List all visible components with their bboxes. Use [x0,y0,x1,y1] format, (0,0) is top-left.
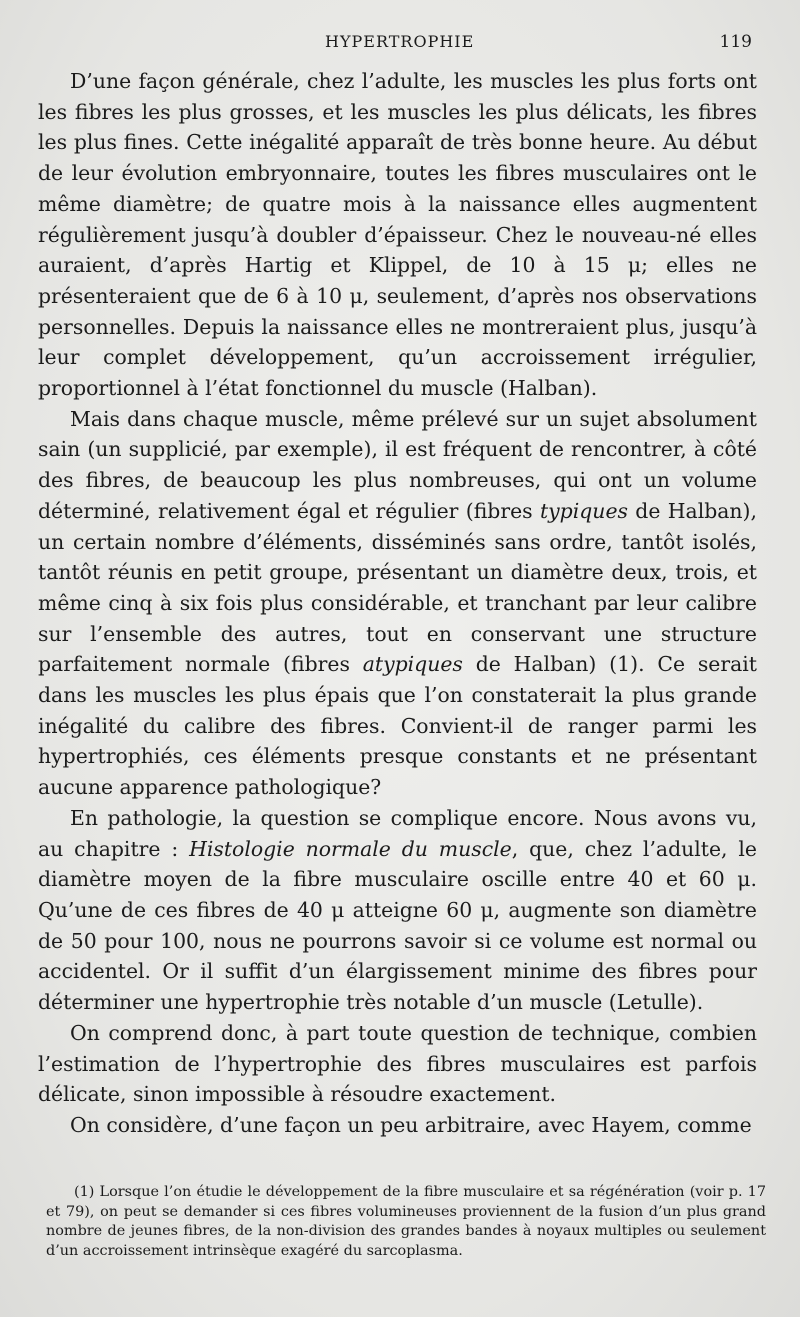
footnote [46,1183,766,1261]
paragraph-4-text: On comprend donc, à part toute question de technique, combien l’estimation de l’hypertrophie des fibres musculaires est parfois délicate, sinon impossible à résoudre exactement. [38,1020,757,1107]
paragraph-5 [38,1110,757,1141]
paragraph-2 [38,404,757,803]
paragraph-4 [38,1018,757,1110]
running-title: HYPERTROPHIE [325,32,475,51]
body-text [38,66,757,1141]
footnote-text: (1) Lorsque l’on étudie le développement de la fibre musculaire et sa régénération (voir p. 17 et 79), on peut se demander si ces fibres volumineuses proviennent de la fusion d’un plus grand nombre de jeunes fibres, de la non-division des grandes bandes à noyaux multiples ou seulement d’un accroissement intrinsèque exagéré du sarcoplasma. [46,1184,766,1259]
term-atypiques: atypiques [362,652,463,677]
paragraph-5-text: On considère, d’une façon un peu arbitraire, avec Hayem, comme [70,1112,752,1137]
term-typiques: typiques [539,498,628,523]
paragraph-2-text-a: Mais dans chaque muscle, même prélevé sur un sujet absolument sain (un supplicié, par exemple), il est fréquent de rencontrer, à côté des fibres, de beaucoup les plus nombreuses, qui ont un volume déterminé, relativement égal et régulier (fibres [38,406,757,523]
paragraph-3-text-b: , que, chez l’adulte, le diamètre moyen de la fibre musculaire oscille entre 40 et 60 μ. Qu’une de ces fibres de 40 μ atteigne 60 μ, augmente son diamètre de 50 pour 100, nous ne pourrons savoir si ce volume est normal ou accidentel. Or il suffit d’un élargissement minime des fibres pour déterminer une hypertrophie très notable d’un muscle (Letulle). [38,836,757,1015]
paragraph-1-text: D’une façon générale, chez l’adulte, les muscles les plus forts ont les fibres les plus grosses, et les muscles les plus délicats, les fibres les plus fines. Cette inégalité apparaît de très bonne heure. Au début de leur évolution embryonnaire, toutes les fibres musculaires ont le même diamètre; de quatre mois à la naissance elles augmentent régulièrement jusqu’à doubler d’épaisseur. Chez le nouveau-né elles auraient, d’après Hartig et Klippel, de 10 à 15 μ; elles ne présenteraient que de 6 à 10 μ, seulement, d’après nos observations personnelles. Depuis la naissance elles ne montreraient plus, jusqu’à leur complet développement, qu’un accroissement irrégulier, proportionnel à l’état fonctionnel du muscle (Halban). [38,69,757,401]
paragraph-3 [38,803,757,1018]
paragraph-1 [38,66,757,404]
running-header [0,32,800,56]
paragraph-3-text-a: En pathologie, la question se complique encore. Nous avons vu, au chapitre : [38,805,757,861]
paragraph-2-text-b: de Halban), un certain nombre d’éléments, disséminés sans ordre, tantôt isolés, tantôt réunis en petit groupe, présentant un diamètre deux, trois, et même cinq à six fois plus considérable, et tranchant par leur calibre sur l’ensemble des autres, tout en conservant une structure parfaitement normale (fibres [38,498,757,677]
page-number: 119 [719,32,752,52]
chapter-reference: Histologie normale du muscle [189,836,512,861]
paragraph-2-text-c: de Halban) (1). Ce serait dans les muscles les plus épais que l’on constaterait la plus grande inégalité du calibre des fibres. Convient-il de ranger parmi les hypertrophiés, ces éléments presque constants et ne présentant aucune apparence pathologique? [38,652,757,800]
